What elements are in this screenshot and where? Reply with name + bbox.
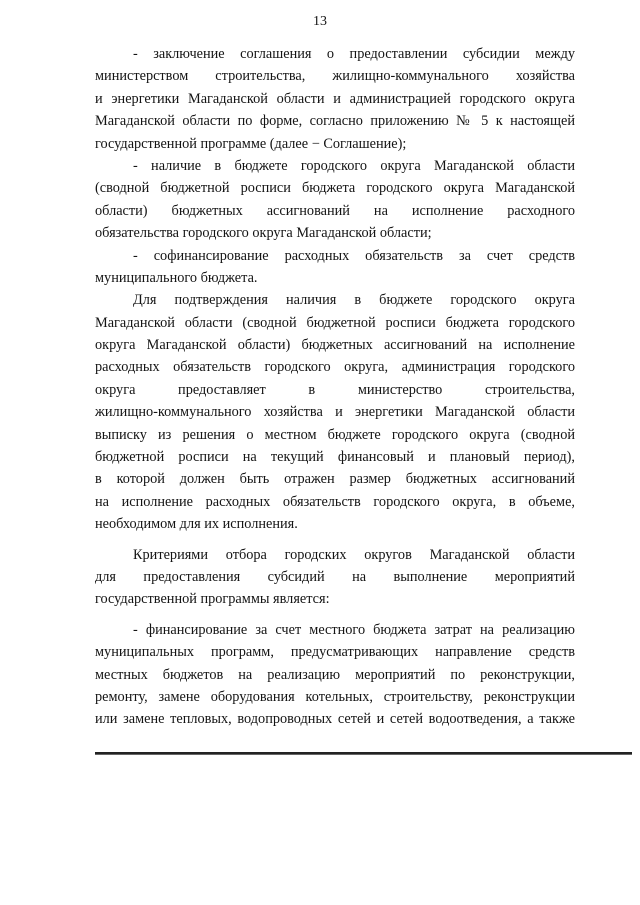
text-line: расходных обязательств городского округа, администрация городского [95,359,575,376]
paragraph [95,155,575,245]
footer-rule [95,752,632,754]
text-line: (сводной бюджетной росписи бюджета городского округа Магаданской [95,180,575,197]
text-line: - наличие в бюджете городского округа Магаданской области [133,157,575,174]
paragraph-gap [95,536,575,544]
text-line: Магаданской области по форме, согласно приложению № 5 к настоящей [95,113,575,130]
paragraph [95,245,575,290]
text-line: в которой должен быть отражен размер бюджетных ассигнований [95,471,575,488]
text-line: бюджетной росписи на текущий финансовый и плановый период), [95,449,575,466]
text-line: - софинансирование расходных обязательств за счет средств [133,247,575,264]
text-line: на исполнение расходных обязательств городского округа, в объеме, [95,493,575,510]
text-line: Для подтверждения наличия в бюджете городского округа [133,292,575,309]
page-number: 13 [313,14,327,29]
text-line: области) бюджетных ассигнований на исполнение расходного [95,202,575,219]
paragraph [95,289,575,535]
text-line: - финансирование за счет местного бюджета затрат на реализацию [133,621,575,638]
paragraph-gap [95,611,575,619]
text-line: муниципальных программ, предусматривающих направление средств [95,644,575,661]
paragraph [95,43,575,155]
text-line: округа предоставляет в министерство строительства, [95,381,575,398]
text-line: необходимом для их исполнения. [95,516,298,533]
text-line: Критериями отбора городских округов Магаданской области [133,546,575,563]
text-line: Магаданской области (сводной бюджетной росписи бюджета городского [95,314,575,331]
text-line: - заключение соглашения о предоставлении субсидии между [133,46,575,62]
paragraph [95,544,575,611]
text-line: министерством строительства, жилищно-коммунального хозяйства [95,68,575,85]
text-line: муниципального бюджета. [95,269,258,286]
text-line: государственной программе (далее − Соглашение); [95,135,407,152]
text-line: местных бюджетов на реализацию мероприятий по реконструкции, [95,666,575,683]
text-line: и энергетики Магаданской области и администрацией городского округа [95,90,575,107]
text-line: ремонту, замене оборудования котельных, строительству, реконструкции [95,688,575,705]
text-line: государственной программы является: [95,591,330,608]
text-line: или замене тепловых, водопроводных сетей и сетей водоотведения, а также [95,711,575,728]
text-line: для предоставления субсидий на выполнение мероприятий [95,568,575,585]
document-body [95,43,575,731]
text-line: выписку из решения о местном бюджете городского округа (сводной [95,426,575,443]
paragraph [95,619,575,731]
text-line: округа Магаданской области) бюджетных ассигнований на исполнение [95,337,575,354]
text-line: обязательства городского округа Магаданской области; [95,225,432,242]
text-line: жилищно-коммунального хозяйства и энергетики Магаданской области [95,404,575,421]
